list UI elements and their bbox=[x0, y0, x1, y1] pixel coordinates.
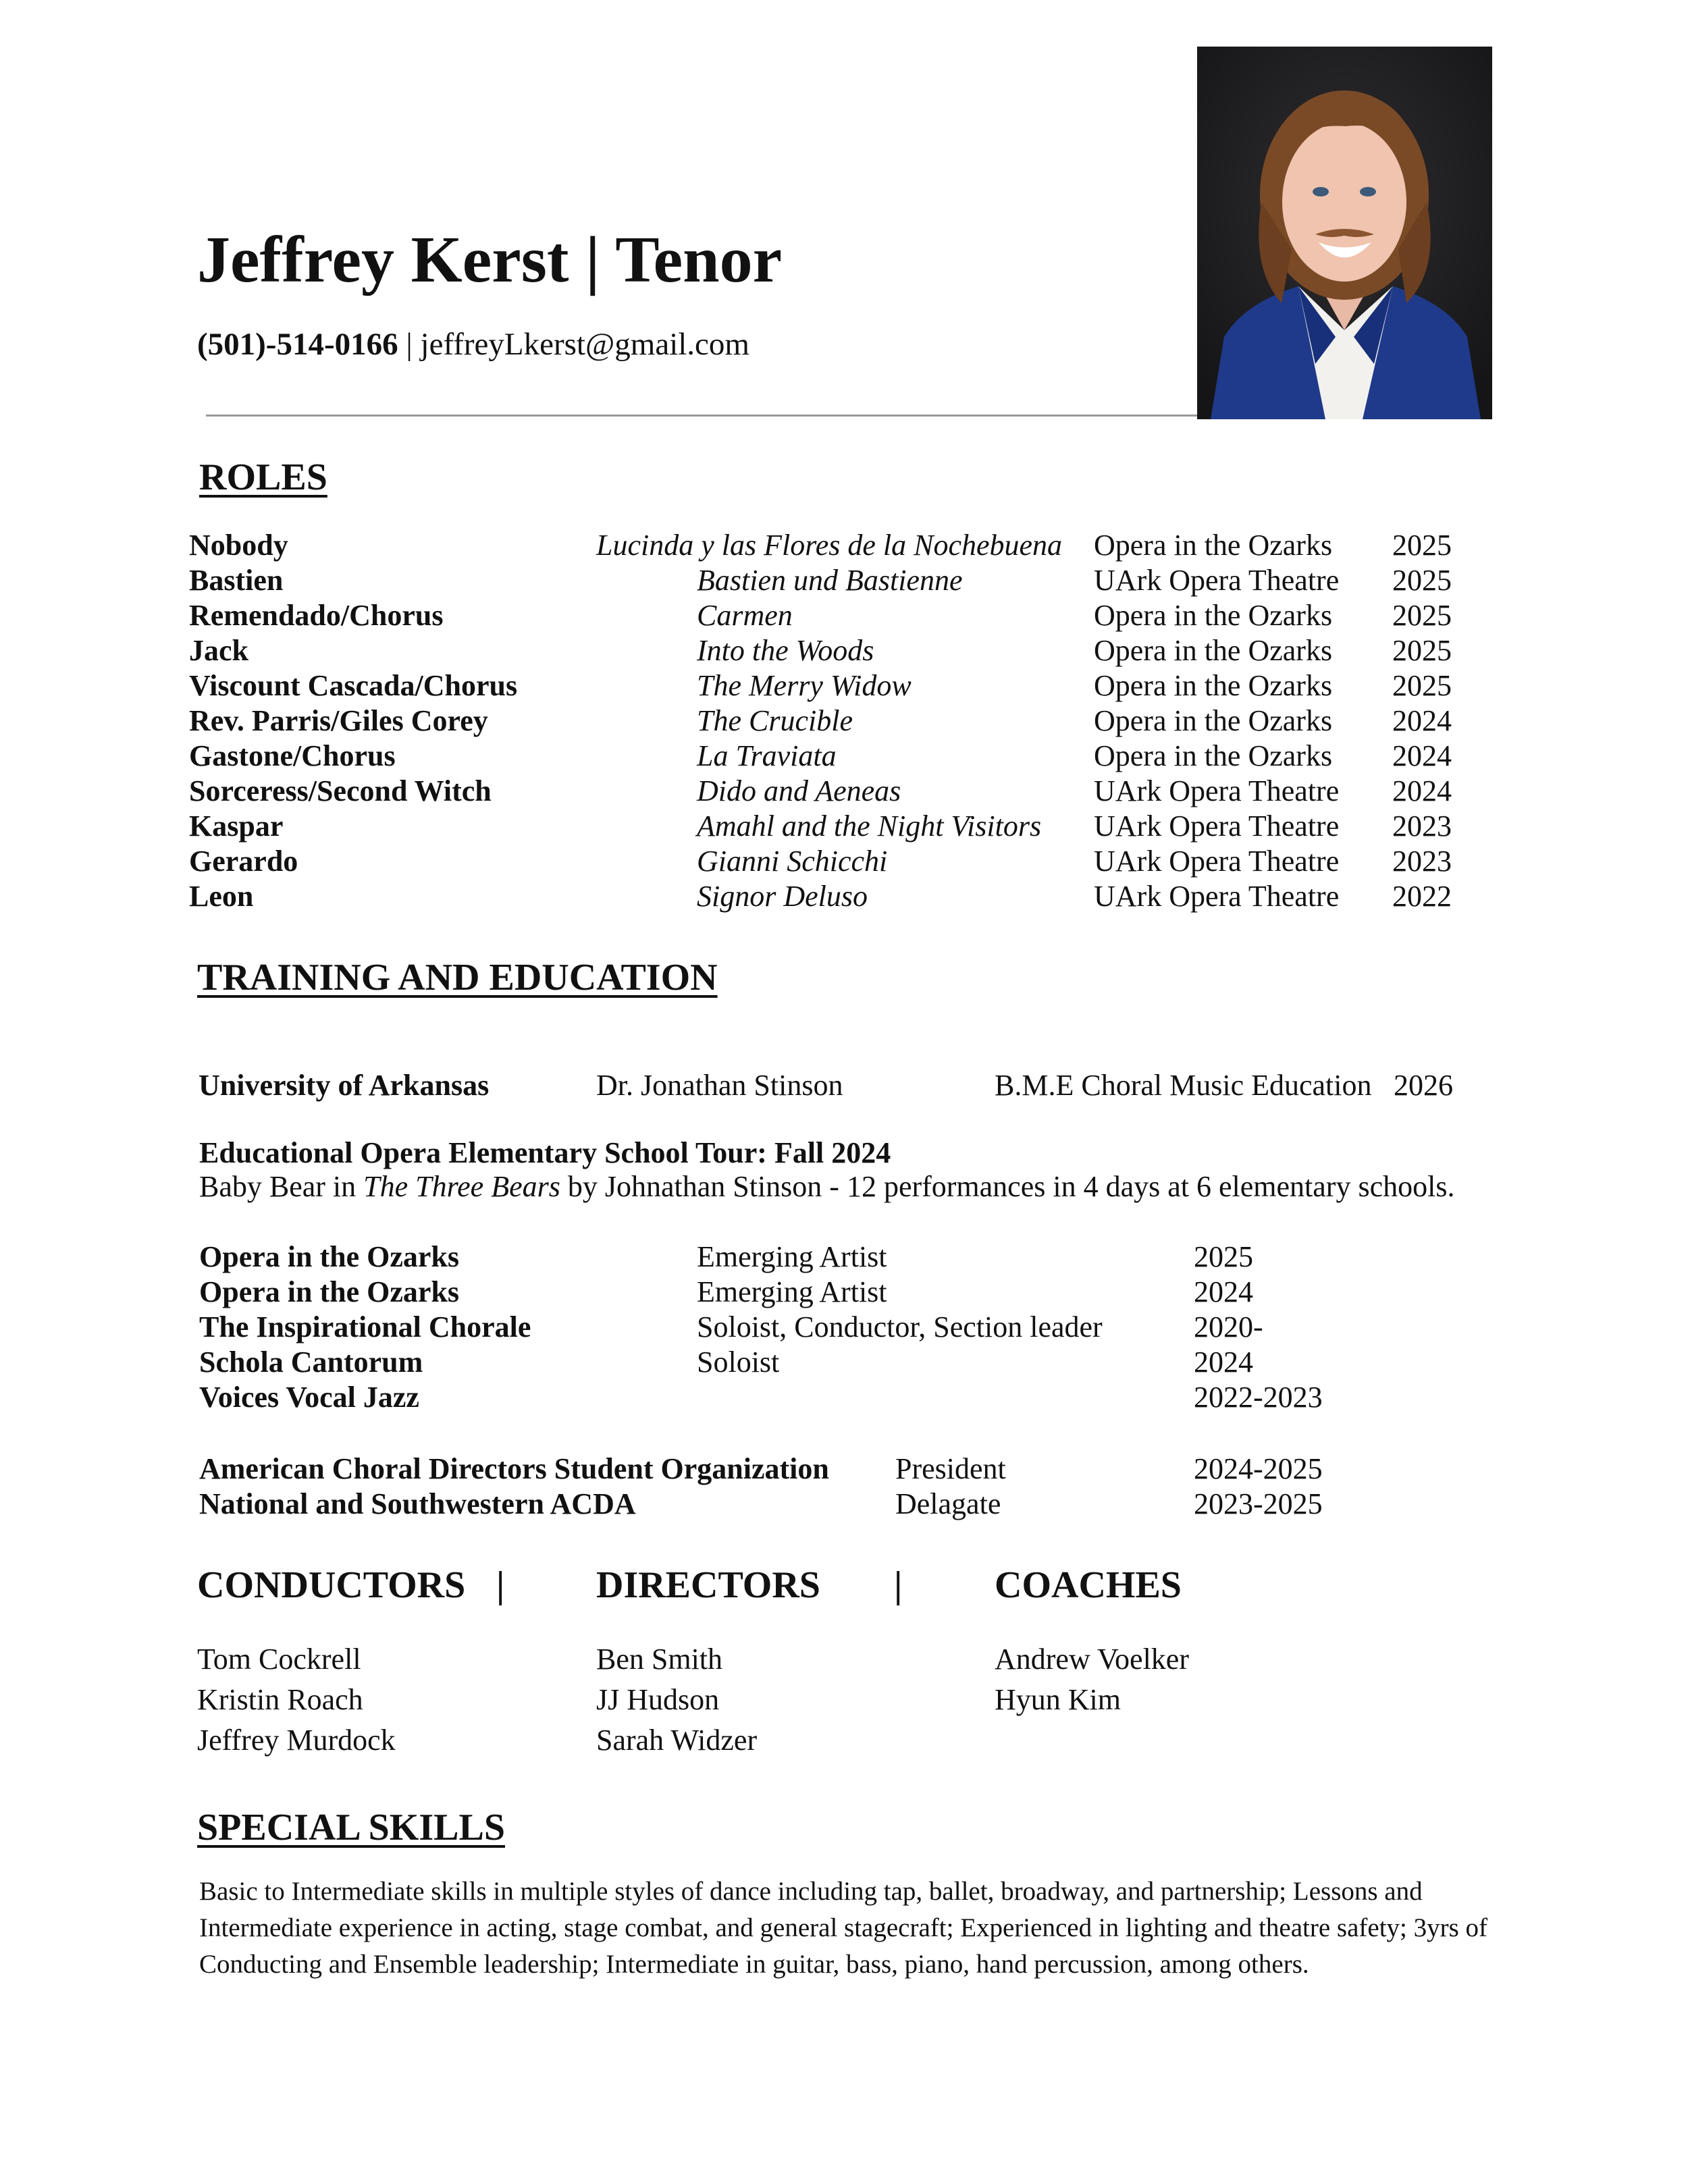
tour-show-title: The Three Bears bbox=[363, 1170, 560, 1203]
header-divider bbox=[206, 415, 1198, 417]
production-title: Bastien und Bastienne bbox=[697, 564, 963, 597]
ensemble-year: 2022-2023 bbox=[1194, 1381, 1323, 1414]
role-year: 2024 bbox=[1392, 774, 1452, 807]
heading-divider: | bbox=[496, 1564, 505, 1606]
skills-text: Basic to Intermediate skills in multiple styles of dance including tap, ballet, broadway, and partnership; Lessons and Intermediate experience in acting, stage combat, and general stagecraft; Experienced in lighting and theatre safety; 3yrs of Conducting and Ensemble leadership; Intermediate in guitar, bass, piano, hand percussion, among others. bbox=[199, 1877, 1488, 1979]
coaches-heading: COACHES bbox=[995, 1564, 1182, 1606]
ensemble-name: Voices Vocal Jazz bbox=[199, 1381, 419, 1414]
director-name: JJ Hudson bbox=[596, 1683, 720, 1716]
company-name: Opera in the Ozarks bbox=[1094, 704, 1333, 737]
training-heading: TRAINING AND EDUCATION bbox=[197, 957, 718, 998]
ensemble-name: Opera in the Ozarks bbox=[199, 1240, 459, 1273]
company-name: UArk Opera Theatre bbox=[1094, 880, 1340, 913]
organization-year: 2024-2025 bbox=[1194, 1452, 1323, 1485]
role-name: Gerardo bbox=[189, 845, 298, 878]
ensemble-year: 2024 bbox=[1194, 1275, 1253, 1308]
role-year: 2025 bbox=[1392, 599, 1452, 632]
production-title: Signor Deluso bbox=[697, 880, 868, 913]
directors-heading: DIRECTORS bbox=[596, 1564, 820, 1606]
role-name: Jack bbox=[189, 634, 248, 667]
company-name: UArk Opera Theatre bbox=[1094, 809, 1340, 843]
coach-name: Hyun Kim bbox=[995, 1683, 1121, 1716]
contact-line bbox=[197, 324, 749, 365]
conductors-heading: CONDUCTORS bbox=[197, 1564, 466, 1606]
role-name: Viscount Cascada/Chorus bbox=[189, 669, 518, 702]
role-name: Nobody bbox=[189, 529, 288, 562]
production-title: The Merry Widow bbox=[697, 669, 912, 702]
role-name: Leon bbox=[189, 880, 254, 913]
organization-year: 2023-2025 bbox=[1194, 1487, 1323, 1520]
email-address: jeffreyLkerst@gmail.com bbox=[420, 327, 749, 362]
production-title: Lucinda y las Flores de la Nochebuena bbox=[596, 529, 1063, 562]
director-name: Ben Smith bbox=[596, 1643, 723, 1676]
company-name: Opera in the Ozarks bbox=[1094, 739, 1333, 772]
school-name: University of Arkansas bbox=[199, 1069, 490, 1102]
tour-description bbox=[199, 1168, 1454, 1206]
ensemble-name: The Inspirational Chorale bbox=[199, 1310, 531, 1343]
degree-name: B.M.E Choral Music Education bbox=[995, 1069, 1372, 1102]
role-name: Gastone/Chorus bbox=[189, 739, 396, 772]
portrait-photo bbox=[1197, 47, 1492, 419]
organization-name: American Choral Directors Student Organization bbox=[199, 1452, 829, 1485]
ensemble-year: 2024 bbox=[1194, 1346, 1253, 1379]
heading-divider: | bbox=[894, 1564, 903, 1606]
tour-desc-pre: Baby Bear in bbox=[199, 1170, 364, 1203]
role-year: 2022 bbox=[1392, 880, 1452, 913]
production-title: The Crucible bbox=[697, 704, 853, 737]
company-name: Opera in the Ozarks bbox=[1094, 599, 1333, 632]
production-title: Amahl and the Night Visitors bbox=[697, 809, 1042, 843]
production-title: Dido and Aeneas bbox=[697, 774, 901, 807]
organization-position: Delagate bbox=[895, 1487, 1001, 1520]
role-year: 2025 bbox=[1392, 564, 1452, 597]
role-year: 2023 bbox=[1392, 845, 1452, 878]
production-title: Into the Woods bbox=[697, 634, 874, 667]
ensemble-position: Emerging Artist bbox=[697, 1275, 887, 1308]
company-name: Opera in the Ozarks bbox=[1094, 529, 1333, 562]
ensemble-name: Schola Cantorum bbox=[199, 1346, 423, 1379]
role-year: 2025 bbox=[1392, 634, 1452, 667]
organization-name: National and Southwestern ACDA bbox=[199, 1487, 636, 1520]
ensemble-position: Emerging Artist bbox=[697, 1240, 887, 1273]
role-name: Kaspar bbox=[189, 809, 284, 843]
ensemble-position: Soloist bbox=[697, 1346, 780, 1379]
tour-desc-post: by Johnathan Stinson - 12 performances in 4 days at 6 elementary schools. bbox=[560, 1170, 1455, 1203]
degree-year: 2026 bbox=[1394, 1069, 1453, 1102]
ensemble-position: Soloist, Conductor, Section leader bbox=[697, 1310, 1103, 1343]
role-year: 2025 bbox=[1392, 669, 1452, 702]
production-title: Gianni Schicchi bbox=[697, 845, 888, 878]
ensemble-name: Opera in the Ozarks bbox=[199, 1275, 459, 1308]
conductor-name: Jeffrey Murdock bbox=[197, 1724, 396, 1757]
ensemble-year: 2025 bbox=[1194, 1240, 1253, 1273]
organization-position: President bbox=[895, 1452, 1006, 1485]
coach-name: Andrew Voelker bbox=[995, 1643, 1189, 1676]
director-name: Sarah Widzer bbox=[596, 1724, 758, 1757]
phone-number: (501)-514-0166 bbox=[197, 327, 398, 362]
company-name: Opera in the Ozarks bbox=[1094, 634, 1333, 667]
company-name: UArk Opera Theatre bbox=[1094, 564, 1340, 597]
contact-separator: | bbox=[398, 327, 421, 362]
company-name: Opera in the Ozarks bbox=[1094, 669, 1333, 702]
portrait-icon bbox=[1197, 47, 1492, 419]
role-year: 2023 bbox=[1392, 809, 1452, 843]
roles-heading: ROLES bbox=[199, 456, 327, 498]
production-title: Carmen bbox=[697, 599, 793, 632]
role-year: 2025 bbox=[1392, 529, 1452, 562]
role-name: Bastien bbox=[189, 564, 284, 597]
teacher-name: Dr. Jonathan Stinson bbox=[596, 1069, 843, 1102]
ensemble-year: 2020- bbox=[1194, 1310, 1263, 1343]
resume-name: Jeffrey Kerst | Tenor bbox=[197, 223, 783, 296]
production-title: La Traviata bbox=[697, 739, 837, 772]
conductor-name: Kristin Roach bbox=[197, 1683, 363, 1716]
role-year: 2024 bbox=[1392, 704, 1452, 737]
conductor-name: Tom Cockrell bbox=[197, 1643, 361, 1676]
company-name: UArk Opera Theatre bbox=[1094, 774, 1340, 807]
company-name: UArk Opera Theatre bbox=[1094, 845, 1340, 878]
skills-heading: SPECIAL SKILLS bbox=[197, 1807, 505, 1848]
role-name: Rev. Parris/Giles Corey bbox=[189, 704, 488, 737]
tour-title: Educational Opera Elementary School Tour: Fall 2024 bbox=[199, 1136, 891, 1169]
role-name: Sorceress/Second Witch bbox=[189, 774, 492, 807]
role-year: 2024 bbox=[1392, 739, 1452, 772]
role-name: Remendado/Chorus bbox=[189, 599, 444, 632]
